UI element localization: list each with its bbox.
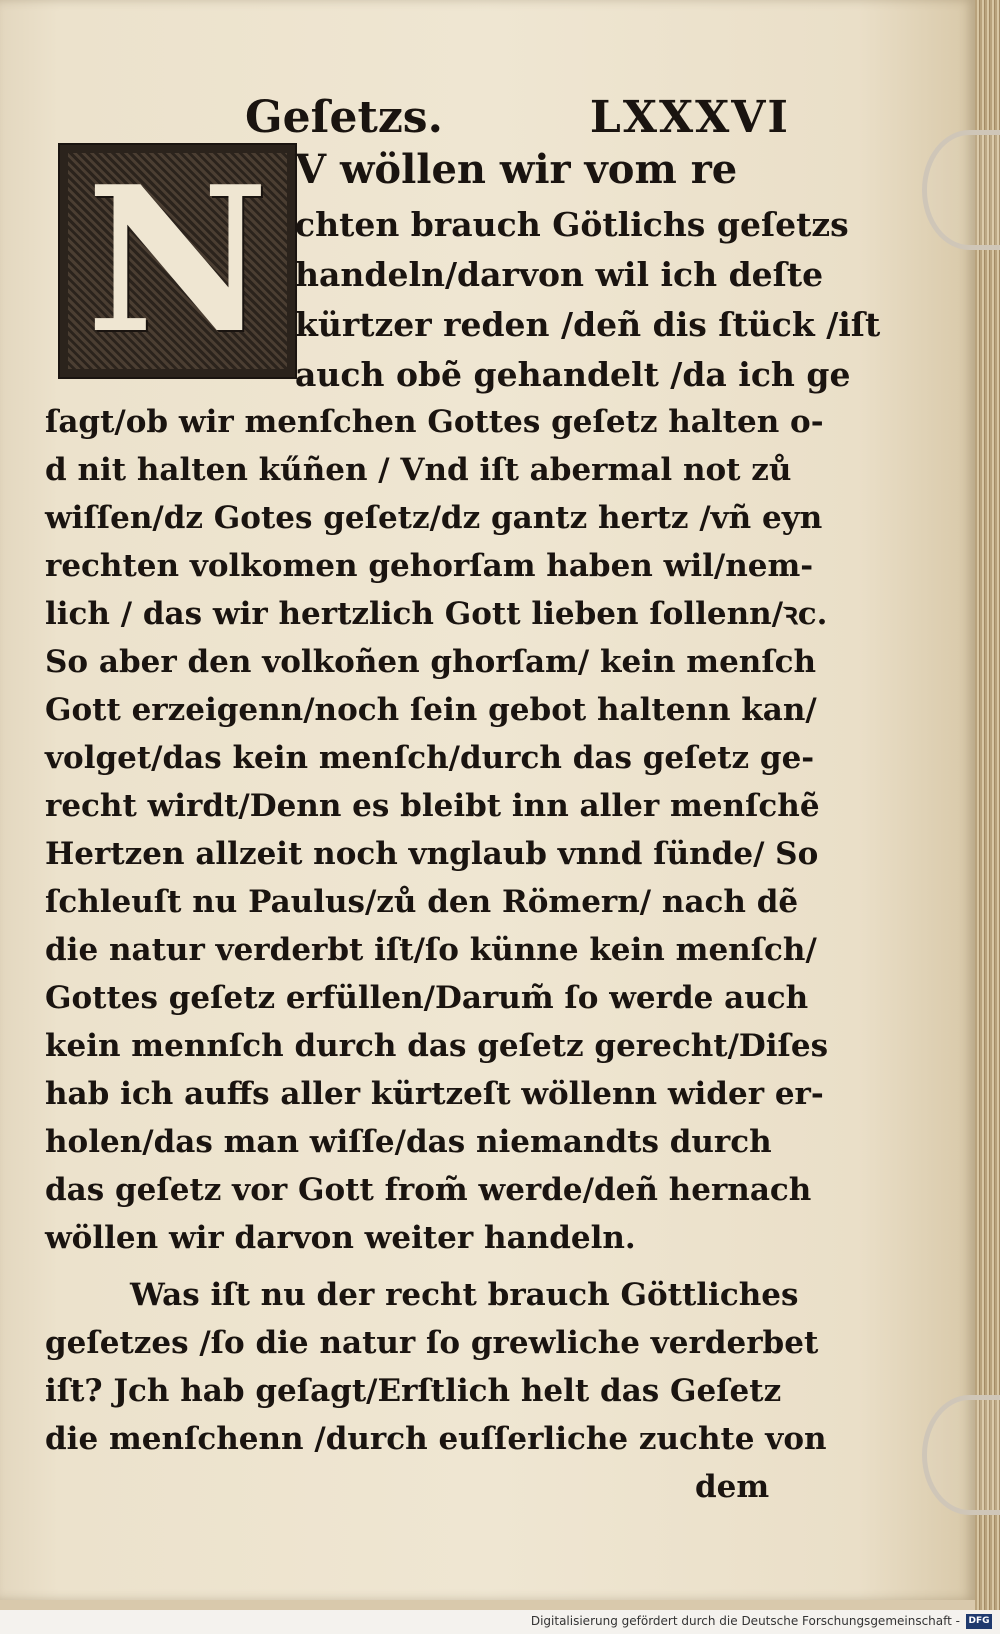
text-line: iſt? Jch hab geſagt/Erſtlich helt das Geſetz bbox=[45, 1373, 782, 1409]
text-line: handeln/darvon wil ich deſte bbox=[295, 255, 824, 294]
text-line: lich / das wir hertzlich Gott lieben ſollenn/ꝛc. bbox=[45, 596, 828, 632]
funding-notice: Digitalisierung gefördert durch die Deutsche Forschungsgemeinschaft - bbox=[530, 1614, 960, 1628]
text-line: das geſetz vor Gott from̃ werde/deñ hernach bbox=[45, 1172, 812, 1208]
text-line: Was iſt nu der recht brauch Göttliches bbox=[130, 1277, 799, 1313]
text-line: holen/das man wiſſe/das niemandts durch bbox=[45, 1124, 772, 1160]
text-line: wiſſen/dz Gotes geſetz/dz gantz hertz /vñ eyn bbox=[45, 500, 823, 536]
text-line: wöllen wir darvon weiter handeln. bbox=[45, 1220, 636, 1256]
text-line: Hertzen allzeit noch vnglaub vnnd ſünde/ So bbox=[45, 836, 819, 872]
text-line: auch obẽ gehandelt /da ich ge bbox=[295, 355, 851, 394]
text-line: die menſchenn /durch euſſerliche zuchte von bbox=[45, 1421, 827, 1457]
footer-bar bbox=[0, 1610, 1000, 1634]
text-line: kein mennſch durch das geſetz gerecht/Diſes bbox=[45, 1028, 829, 1064]
text-line: kürtzer reden /deñ dis ſtück /iſt bbox=[295, 305, 881, 344]
text-line: ſchleuſt nu Paulus/zů den Römern/ nach dẽ bbox=[45, 884, 799, 920]
text-line: V wöllen wir vom re bbox=[295, 146, 738, 193]
text-line: Gott erzeigenn/noch ſein gebot haltenn kan/ bbox=[45, 692, 817, 728]
text-line: Gottes geſetz erfüllen/Darum̃ ſo werde auch bbox=[45, 980, 809, 1016]
text-line: chten brauch Götlichs geſetzs bbox=[295, 205, 849, 244]
text-line: ſagt/ob wir menſchen Gottes geſetz halten o- bbox=[45, 404, 824, 440]
text-line: recht wirdt/Denn es bleibt inn aller menſchẽ bbox=[45, 788, 820, 824]
text-line: rechten volkomen gehorſam haben wil/nem- bbox=[45, 548, 814, 584]
text-line: d nit halten kűñen / Vnd iſt abermal not zů bbox=[45, 452, 792, 488]
folio-number: LXXXVI bbox=[589, 92, 790, 143]
text-line: volget/das kein menſch/durch das geſetz ge- bbox=[45, 740, 815, 776]
text-line: hab ich auffs aller kürtzeſt wöllenn wider er- bbox=[45, 1076, 824, 1112]
catchword: dem bbox=[695, 1469, 770, 1505]
running-head bbox=[245, 92, 790, 152]
text-line: die natur verderbt iſt/ſo künne kein menſch/ bbox=[45, 932, 817, 968]
decorated-initial bbox=[58, 143, 297, 379]
text-line: So aber den volkoñen ghorſam/ kein menſch bbox=[45, 644, 817, 680]
text-line: geſetzes /ſo die natur ſo grewliche verderbet bbox=[45, 1325, 819, 1361]
dfg-logo: DFG bbox=[966, 1614, 992, 1629]
initial-letter: N bbox=[86, 143, 269, 378]
running-head-title: Geſetzs. bbox=[245, 92, 443, 143]
